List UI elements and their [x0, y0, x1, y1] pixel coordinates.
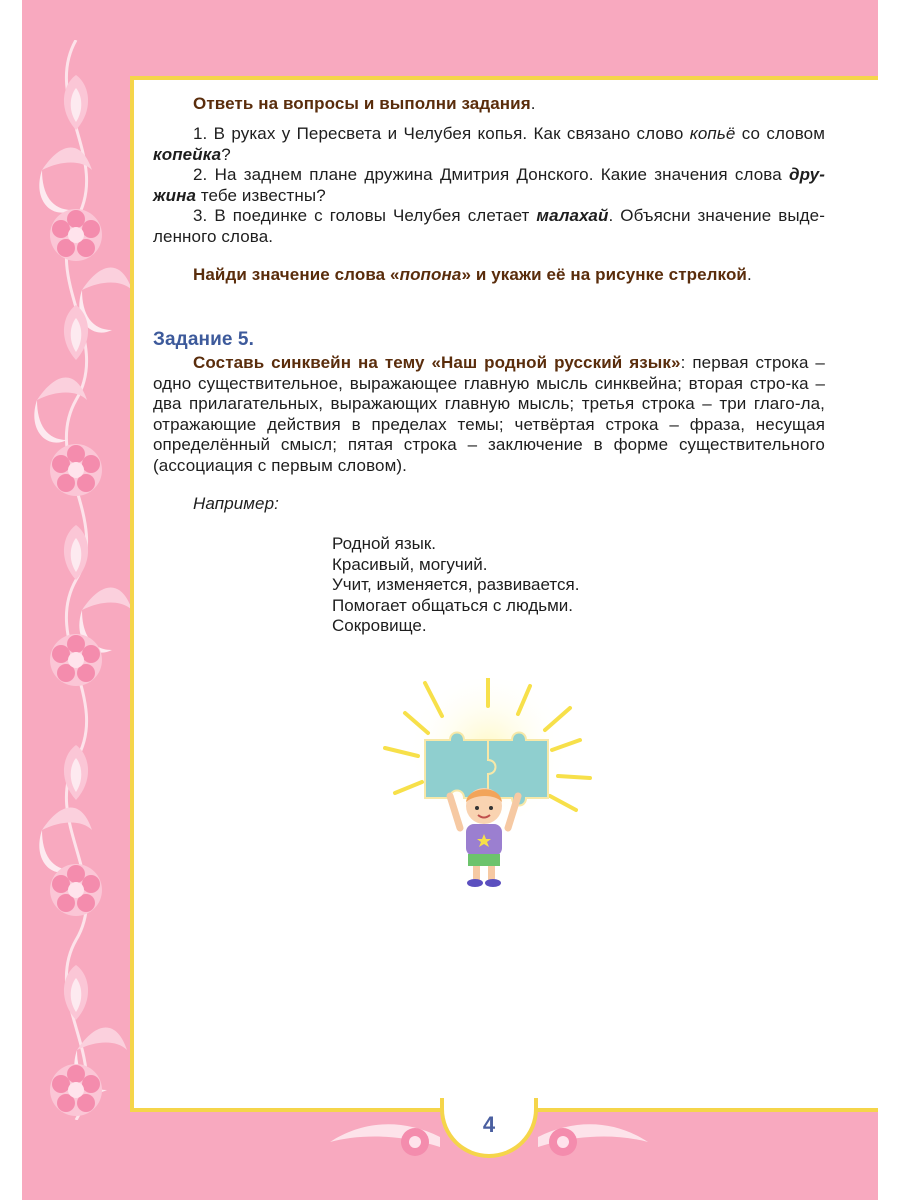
poem-line: Сокровище.	[332, 616, 427, 635]
question-1: 1. В руках у Пересвета и Челубея копья. Как связано слово копьё со словом копейка?	[153, 124, 825, 164]
poem-line: Родной язык.	[332, 534, 437, 553]
questions-heading: Ответь на вопросы и выполни задания.	[193, 94, 536, 113]
question-2: 2. На заднем плане дружина Дмитрия Донского. Какие значения слова дру-жина тебе известны?	[153, 165, 825, 205]
cinquain-poem	[332, 534, 579, 637]
floral-ornament-icon	[22, 40, 130, 1120]
child-holding-puzzle-icon	[380, 678, 600, 888]
page-number: 4	[482, 1112, 496, 1137]
poem-line: Учит, изменяется, развивается.	[332, 575, 580, 594]
poem-line: Красивый, могучий.	[332, 554, 488, 574]
poem-line: Помогает общаться с людьми.	[332, 595, 574, 615]
task5-title: Задание 5.	[153, 329, 254, 350]
example-label: Например:	[193, 494, 279, 513]
question-3: 3. В поединке с головы Челубея слетает малахай. Объясни значение выде-ленного слова.	[153, 206, 826, 246]
find-task: Найди значение слова «попона» и укажи её на рисунке стрелкой.	[193, 265, 752, 284]
bottom-right-ornament-icon	[538, 1112, 688, 1172]
bottom-left-ornament-icon	[290, 1112, 440, 1172]
task5-instruction: Составь синквейн на тему «Наш родной русский язык»: первая строка – одно существительное, выражающее главную мысль синквейна; вторая стро-ка – два прилагательных, выражающих главную мысль; третья строка – три глаго-ла, отражающие действия в пределах темы; четвёртая строка – фраза, несущая определённый смысл; пятая строка – заключение в форме существительного (ассоциация с первым словом).	[153, 353, 825, 475]
